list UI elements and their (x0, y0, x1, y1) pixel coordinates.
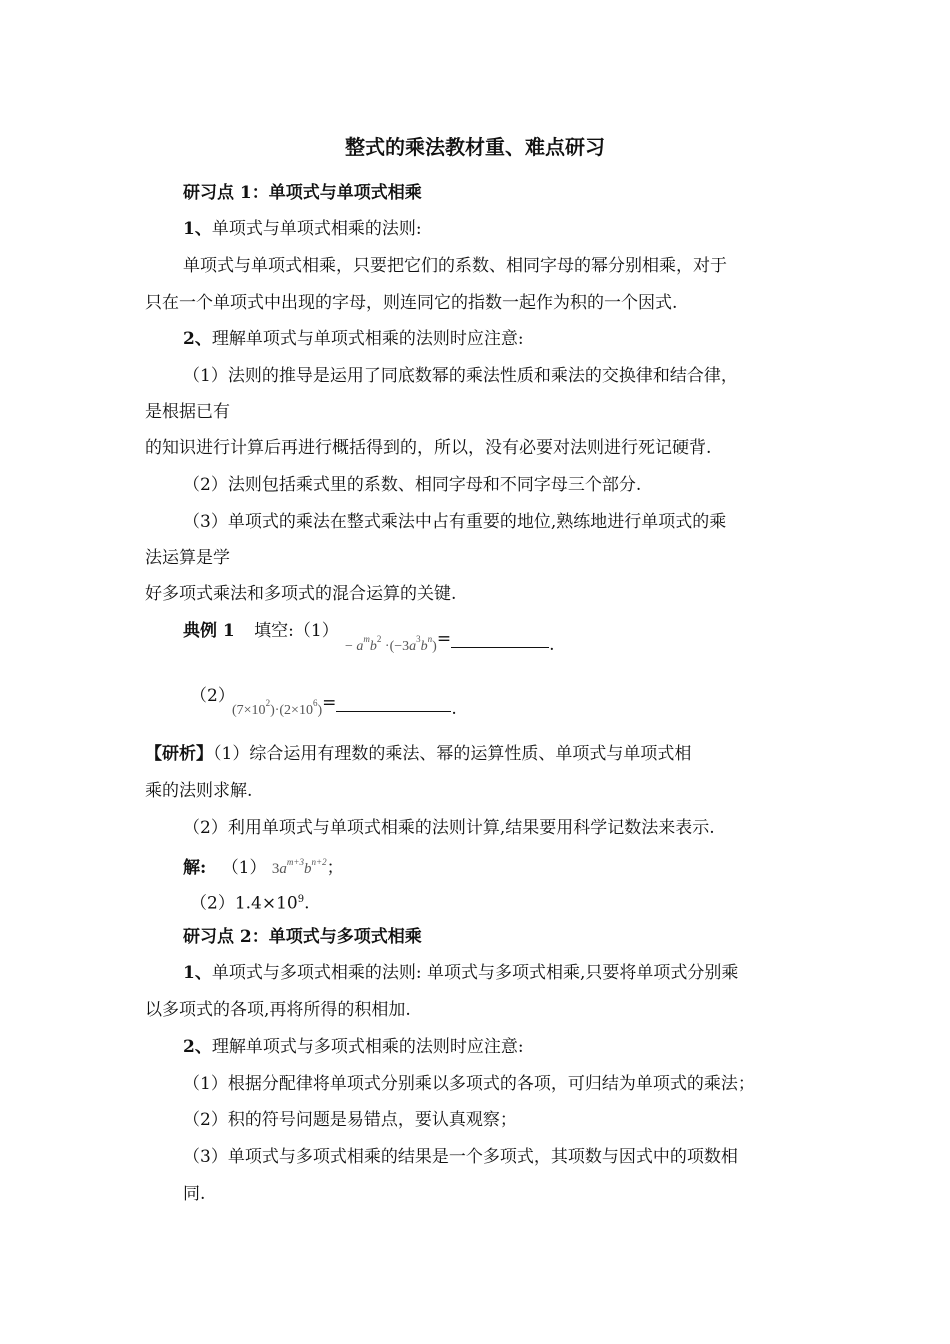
s2-rule-line-b: 以多项式的各项,再将所得的积相加. (145, 1000, 411, 1020)
solution-1-expression: $3a^{m+3}b^{n+2}$ (271, 857, 327, 877)
s2-note-3-line-b: 同. (183, 1184, 206, 1204)
s1-note-number: 2、 (183, 329, 212, 349)
solution-line-1 (183, 853, 344, 880)
section-2-heading: 研习点 2：单项式与多项式相乘 (183, 927, 422, 947)
s1-note-title-text: 理解单项式与单项式相乘的法则时应注意: (211, 329, 524, 349)
s2-note-title (183, 1036, 524, 1058)
example-1-expression-2 (232, 692, 457, 722)
example-prompt: 填空:（1） (254, 621, 339, 641)
s2-note-2: （2）积的符号问题是易错点，要认真观察； (183, 1110, 517, 1130)
s2-note-number: 2、 (183, 1037, 212, 1057)
example-1-expression-1 (345, 628, 554, 658)
page-title: 整式的乘法教材重、难点研习 (345, 135, 605, 159)
s1-note-3-line-b: 法运算是学 (145, 548, 230, 568)
s1-note-1-line-a: （1）法则的推导是运用了同底数幂的乘法性质和乘法的交换律和结合律， (183, 366, 738, 386)
s2-note-3-line-a: （3）单项式与多项式相乘的结果是一个多项式，其项数与因式中的项数相 (183, 1147, 738, 1167)
s1-rule-body-1: 单项式与单项式相乘，只要把它们的系数、相同字母的幂分别相乘，对于 (183, 256, 727, 276)
s1-note-2: （2）法则包括乘式里的系数、相同字母和不同字母三个部分. (183, 475, 642, 495)
analysis-label: 【研析】 (145, 744, 213, 764)
example-part-2-label: （2） (190, 686, 235, 706)
solution-2-label: （2） (190, 893, 235, 914)
s1-note-title (183, 328, 524, 350)
solution-2-exponent: 9 (297, 894, 305, 905)
section-1-heading: 研习点 1：单项式与单项式相乘 (183, 183, 422, 203)
period-2: . (451, 699, 457, 719)
solution-line-2 (190, 889, 310, 915)
analysis-line-2: （2）利用单项式与单项式相乘的法则计算,结果要用科学记数法来表示. (183, 818, 715, 838)
equals-sign-2: = (322, 693, 337, 713)
s1-note-3-line-c: 好多项式乘法和多项式的混合运算的关键. (145, 584, 457, 604)
solution-2-base: 1.4×10 (234, 893, 298, 914)
analysis-line-1 (145, 743, 691, 765)
equals-sign-1: = (436, 629, 452, 649)
s1-note-1-line-c: 的知识进行计算后再进行概括得到的，所以，没有必要对法则进行死记硬背. (145, 438, 712, 458)
s2-note-title-text: 理解单项式与多项式相乘的法则时应注意: (211, 1037, 524, 1057)
s1-rule-title-text: 单项式与单项式相乘的法则: (211, 219, 422, 239)
s2-rule-number: 1、 (183, 963, 212, 983)
solution-1-label: （1） (221, 858, 267, 878)
expression-2: $(7\times 10^2)\cdot(2\times 10^6)$ (232, 698, 323, 718)
s2-note-1: （1）根据分配律将单项式分别乘以多项式的各项，可归结为单项式的乘法； (183, 1074, 755, 1094)
analysis-text-1a: （1）综合运用有理数的乘法、幂的运算性质、单项式与单项式相 (213, 744, 692, 764)
answer-blank-1 (451, 647, 549, 648)
example-1-line-1 (183, 620, 339, 642)
expression-1: − $a^mb^2 \cdot(-3a^3b^n)$ (345, 634, 437, 654)
s1-rule-title (183, 218, 422, 240)
s1-note-1-line-b: 是根据已有 (145, 402, 230, 422)
s2-rule-line-a (183, 962, 738, 984)
analysis-line-1b: 乘的法则求解. (145, 781, 253, 801)
s1-rule-number: 1、 (183, 219, 212, 239)
period-1: . (549, 635, 555, 655)
s1-rule-body-2: 只在一个单项式中出现的字母，则连同它的指数一起作为积的一个因式. (145, 293, 678, 313)
s1-note-3-line-a: （3）单项式的乘法在整式乘法中占有重要的地位,熟练地进行单项式的乘 (183, 512, 727, 532)
solution-1-end: ； (326, 858, 344, 878)
solution-2-end: . (304, 893, 310, 914)
answer-blank-2 (336, 711, 451, 712)
example-label: 典例 1 (183, 621, 235, 641)
solution-label: 解: (183, 858, 207, 878)
s2-rule-text-a: 单项式与多项式相乘的法则: 单项式与多项式相乘,只要将单项式分别乘 (211, 963, 739, 983)
